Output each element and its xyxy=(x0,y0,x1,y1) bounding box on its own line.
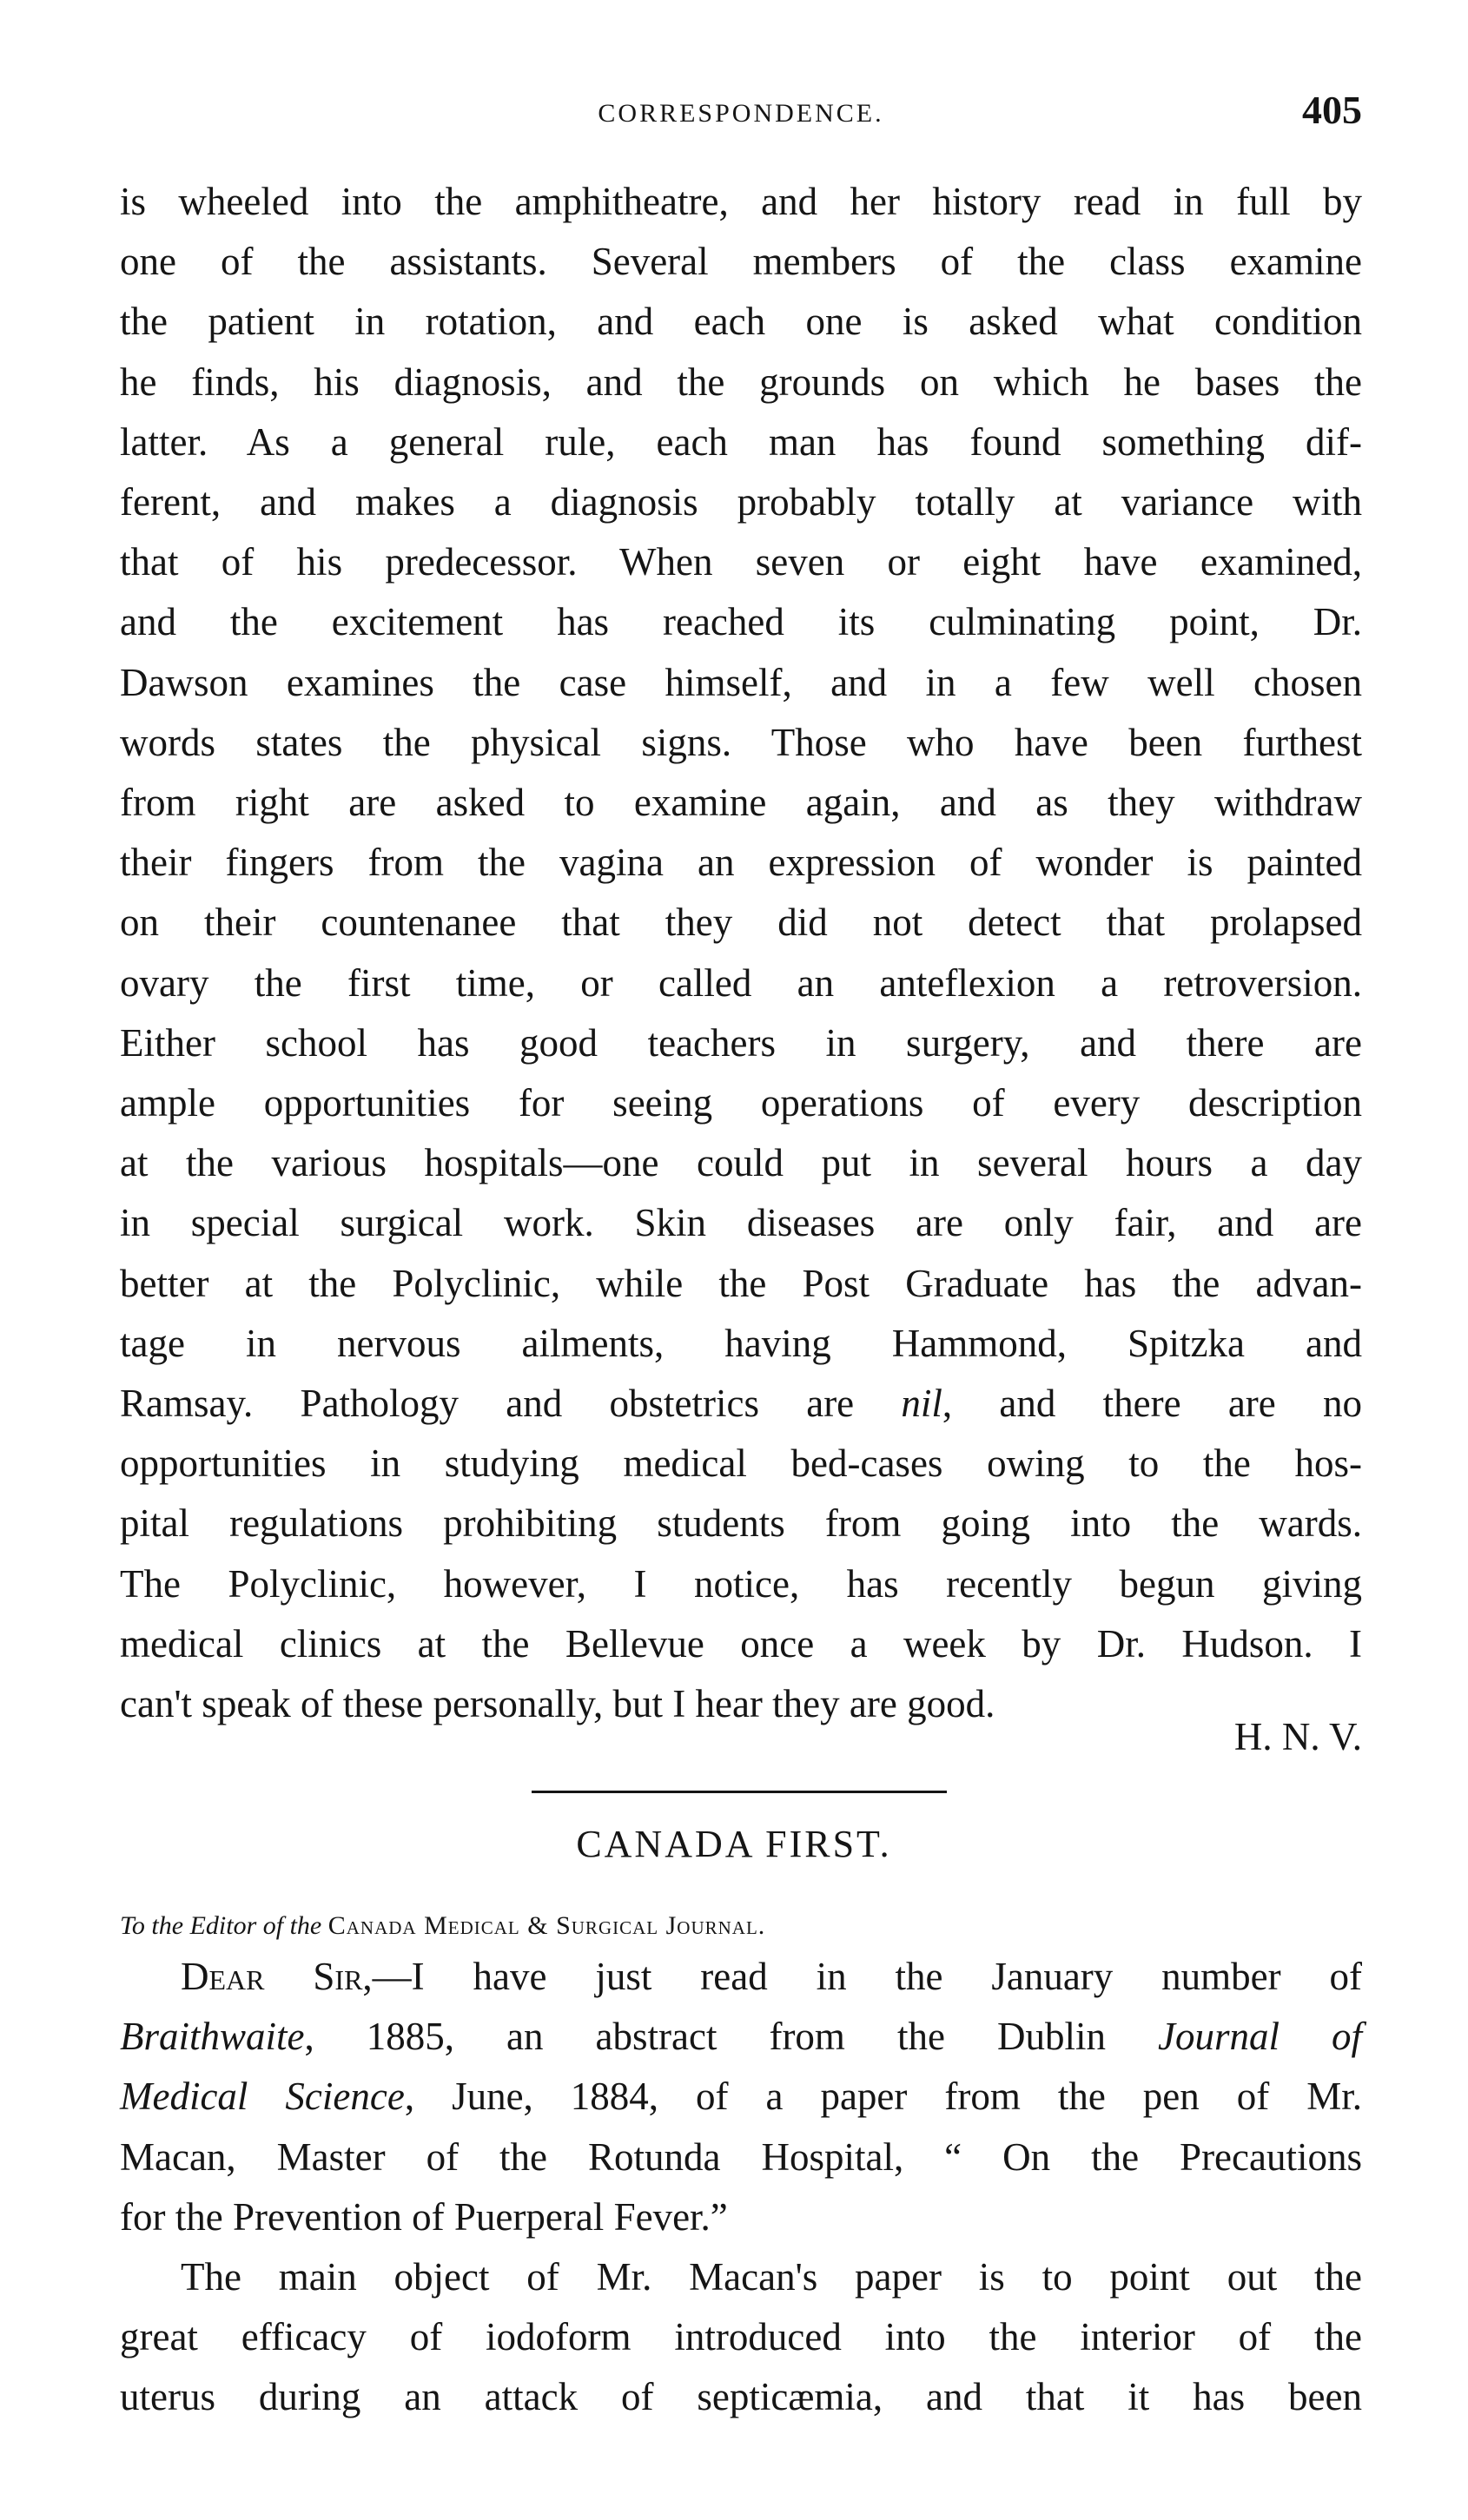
page-header xyxy=(120,87,1362,139)
body-line: one of the assistants. Several members of the class examine xyxy=(120,240,1362,284)
letter-line: great efficacy of iodoform introduced into the interior of the xyxy=(120,2315,1362,2359)
body-line: medical clinics at the Bellevue once a week by Dr. Hudson. I xyxy=(120,1621,1362,1666)
body-line: ovary the first time, or called an anteflexion a retroversion. xyxy=(120,960,1362,1005)
signature: H. N. V. xyxy=(1233,1715,1362,1758)
body-line-segment: , and there are no xyxy=(942,1382,1362,1426)
body-line: from right are asked to examine again, and as they withdraw xyxy=(120,781,1362,825)
italic-title: Journal of xyxy=(1157,2015,1362,2059)
body-line: in special surgical work. Skin diseases are only fair, and are xyxy=(120,1201,1362,1245)
letter-line-segment: , 1885, an abstract from the Dublin xyxy=(304,2015,1158,2059)
body-line: better at the Polyclinic, while the Post Graduate has the advan- xyxy=(120,1261,1362,1305)
body-line: and the excitement has reached its culminating point, Dr. xyxy=(120,600,1362,644)
body-line: The Polyclinic, however, I notice, has recently begun giving xyxy=(120,1561,1362,1606)
section-divider xyxy=(532,1791,947,1793)
body-line: ample opportunities for seeing operations of every description xyxy=(120,1081,1362,1125)
body-line: Dawson examines the case himself, and in a few well chosen xyxy=(120,660,1362,704)
letter-body xyxy=(120,1947,1362,2428)
body-line: pital regulations prohibiting students from going into the wards. xyxy=(120,1501,1362,1546)
salutation: Dear Sir, xyxy=(181,1955,373,1998)
running-title: CORRESPONDENCE. xyxy=(598,99,884,128)
body-line-segment: Ramsay. Pathology and obstetrics are xyxy=(120,1382,902,1426)
body-line: the patient in rotation, and each one is asked what condition xyxy=(120,300,1362,344)
letter-line xyxy=(120,2007,1362,2067)
page-number: 405 xyxy=(1302,88,1362,132)
body-line: Either school has good teachers in surgery, and there are xyxy=(120,1020,1362,1065)
body-line: that of his predecessor. When seven or eight have examined, xyxy=(120,540,1362,584)
body-line: words states the physical signs. Those who have been furthest xyxy=(120,720,1362,764)
letter-line: for the Prevention of Puerperal Fever.” xyxy=(120,2194,728,2239)
letter-line: uterus during an attack of septicæmia, and that it has been xyxy=(120,2375,1362,2419)
body-line: at the various hospitals—one could put in several hours a day xyxy=(120,1141,1362,1185)
journal-name: Canada Medical & Surgical Journal. xyxy=(327,1911,766,1940)
body-line xyxy=(120,1374,1362,1434)
italic-title: Medical Science xyxy=(120,2075,405,2119)
letter-line xyxy=(120,2067,1362,2127)
body-paragraph xyxy=(120,172,1362,1734)
body-line: their fingers from the vagina an expression of wonder is painted xyxy=(120,841,1362,885)
body-line: can't speak of these personally, but I hear they are good. xyxy=(120,1682,995,1726)
letter-line-segment: —I have just read in the January number of xyxy=(372,1955,1363,1998)
body-line: on their countenanee that they did not detect that prolapsed xyxy=(120,900,1362,945)
letter-line-segment: , June, 1884, of a paper from the pen of Mr. xyxy=(404,2075,1362,2119)
body-line: tage in nervous ailments, having Hammond, Spitzka and xyxy=(120,1321,1362,1365)
letter-line: Macan, Master of the Rotunda Hospital, “ On the Precautions xyxy=(120,2134,1362,2179)
body-line: he finds, his diagnosis, and the grounds on which he bases the xyxy=(120,360,1362,404)
letter-line xyxy=(120,1947,1362,2007)
body-line: opportunities in studying medical bed-cases owing to the hos- xyxy=(120,1441,1362,1486)
address-prefix: To the Editor of the xyxy=(120,1911,322,1940)
body-line: ferent, and makes a diagnosis probably totally at variance with xyxy=(120,480,1362,524)
letter-address xyxy=(120,1911,765,1941)
body-line: is wheeled into the amphitheatre, and her history read in full by xyxy=(120,180,1362,223)
body-line: latter. As a general rule, each man has found something dif- xyxy=(120,419,1362,464)
italic-title: Braithwaite xyxy=(120,2015,305,2059)
section-title: CANADA FIRST. xyxy=(576,1823,892,1865)
letter-line: The main object of Mr. Macan's paper is to point out the xyxy=(181,2255,1362,2299)
italic-word: nil xyxy=(901,1382,942,1426)
